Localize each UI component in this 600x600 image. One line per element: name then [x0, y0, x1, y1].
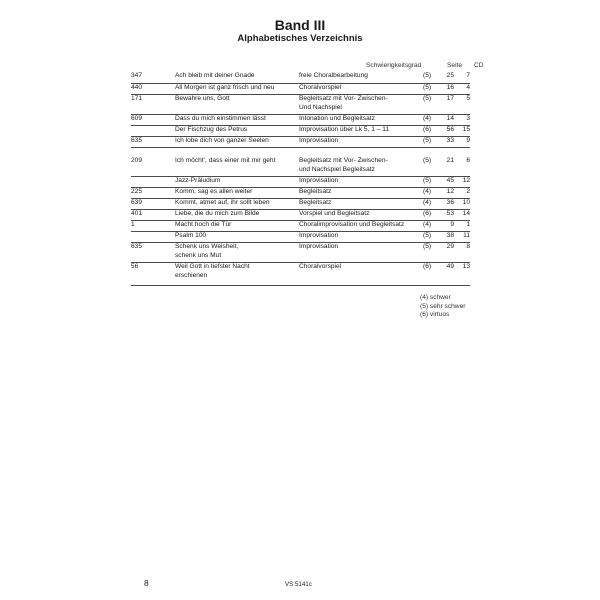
difficulty-legend	[420, 294, 465, 320]
table-row	[131, 95, 470, 115]
row-page: 17	[446, 95, 454, 102]
row-type: Improvisation	[299, 232, 339, 239]
row-title: Bewahre uns, Gott	[175, 95, 230, 102]
row-page: 53	[446, 210, 454, 217]
row-cd-track: 11	[463, 232, 470, 239]
row-type: Intonation und Begleitsatz	[299, 115, 375, 122]
row-number: 209	[131, 157, 143, 164]
index-table	[131, 72, 470, 286]
legend-item: (5) sehr schwer	[420, 302, 466, 310]
row-difficulty: (6)	[423, 263, 432, 270]
row-difficulty: (6)	[423, 126, 432, 133]
row-number: 1	[131, 221, 135, 228]
row-cd-track: 9	[466, 137, 470, 144]
row-number: 171	[131, 95, 143, 102]
row-difficulty: (5)	[423, 137, 432, 144]
row-page: 56	[446, 126, 454, 133]
row-cd-track: 10	[462, 199, 470, 206]
row-cd-track: 12	[462, 177, 470, 184]
row-title: Jazz-Präludium	[175, 177, 221, 184]
row-title: Psalm 100	[175, 232, 207, 239]
row-difficulty: (6)	[423, 210, 432, 217]
row-cd-track: 4	[466, 84, 470, 91]
row-cd-track: 13	[462, 263, 470, 270]
table-row	[131, 148, 470, 177]
row-number: 56	[131, 263, 139, 270]
row-page: 25	[446, 72, 454, 79]
row-title: Ich möcht’, dass einer mit mir geht	[175, 157, 276, 164]
page-title: Band III	[274, 17, 326, 33]
row-title: Kommt, atmet auf, ihr sollt leben	[175, 199, 270, 206]
table-row	[131, 115, 470, 126]
row-cd-track: 7	[466, 72, 470, 79]
table-row	[131, 263, 470, 286]
row-difficulty: (4)	[423, 188, 432, 195]
row-cd-track: 8	[466, 243, 470, 250]
row-title: Macht hoch die Tür	[175, 221, 232, 228]
row-number: 635	[131, 243, 143, 250]
row-number: 635	[131, 137, 143, 144]
page-subtitle: Alphabetisches Verzeichnis	[237, 33, 363, 44]
table-row	[131, 210, 470, 221]
row-cd-track: 15	[462, 126, 470, 133]
row-page: 49	[446, 263, 454, 270]
row-title: Komm, sag es allen weiter	[175, 188, 253, 195]
row-difficulty: (4)	[423, 221, 432, 228]
table-row	[131, 72, 470, 84]
row-page: 14	[446, 115, 454, 122]
row-difficulty: (5)	[423, 243, 432, 250]
row-type: Choralvorspiel	[299, 84, 342, 91]
row-difficulty: (5)	[423, 72, 432, 79]
row-number: 440	[131, 84, 143, 91]
row-type: freie Choralbearbeitung	[299, 72, 368, 79]
row-difficulty: (4)	[423, 115, 432, 122]
row-cd-track: 5	[466, 95, 470, 102]
row-cd-track: 6	[466, 157, 470, 164]
row-title: Dass du mich einstimmen lässt	[175, 115, 266, 122]
row-cd-track: 14	[462, 210, 470, 217]
table-row	[131, 243, 470, 263]
row-page: 9	[450, 221, 454, 228]
row-page: 21	[446, 157, 454, 164]
legend-item: (4) schwer	[420, 294, 451, 301]
row-difficulty: (5)	[423, 95, 432, 102]
row-page: 45	[446, 177, 454, 184]
row-difficulty: (5)	[423, 157, 432, 164]
table-row	[131, 177, 470, 188]
row-page: 38	[446, 232, 454, 239]
row-number: 401	[131, 210, 143, 217]
table-row	[131, 199, 470, 210]
table-row	[131, 84, 470, 95]
row-difficulty: (5)	[423, 232, 432, 239]
edition-number: VS 5141c	[285, 581, 312, 588]
column-header-page: Seite	[447, 62, 463, 69]
row-difficulty: (5)	[423, 177, 432, 184]
row-type: Improvisation	[299, 177, 339, 184]
row-title: Ach bleib mit deiner Gnade	[175, 72, 255, 79]
row-type: Improvisation	[299, 243, 339, 250]
row-type: Improvisation	[299, 137, 339, 144]
row-title: Liebe, die du mich zum Bilde	[175, 210, 260, 217]
table-row	[131, 221, 470, 232]
table-row	[131, 137, 470, 148]
row-difficulty: (5)	[423, 84, 432, 91]
row-difficulty: (4)	[423, 199, 432, 206]
row-number: 225	[131, 188, 143, 195]
row-type: Begleitsatz	[299, 188, 332, 195]
row-type: Vorspiel und Begleitsatz	[299, 210, 370, 217]
row-cd-track: 1	[466, 221, 470, 228]
row-page: 29	[446, 243, 454, 250]
row-type: Choralimprovisation und Begleitsatz	[299, 221, 405, 228]
row-page: 16	[446, 84, 454, 91]
legend-item: (6) virtuos	[420, 311, 450, 319]
row-number: 639	[131, 199, 143, 206]
column-header-difficulty: Schwierigkeitsgrad	[366, 62, 422, 69]
row-title: Der Fischzug des Petrus	[175, 126, 248, 133]
row-number: 347	[131, 72, 143, 79]
row-type: Choralvorspiel	[299, 263, 342, 270]
table-row	[131, 188, 470, 199]
row-number: 609	[131, 115, 143, 122]
row-page: 33	[446, 137, 454, 144]
row-title: All Morgen ist ganz frisch und neu	[175, 84, 275, 91]
table-row	[131, 232, 470, 243]
row-cd-track: 2	[466, 188, 470, 195]
page-number: 8	[144, 578, 149, 588]
row-type: Begleitsatz mit Vor- Zwischen- und Nachspiel Begleitsatz	[299, 157, 388, 173]
row-cd-track: 3	[466, 115, 470, 122]
row-type: Begleitsatz	[299, 199, 332, 206]
column-header-cd: CD	[474, 62, 484, 69]
row-page: 36	[446, 199, 454, 206]
row-title: Schenk uns Weisheit, schenk uns Mut	[175, 243, 239, 259]
row-page: 12	[446, 188, 454, 195]
row-type: Improvisation über Lk 5, 1 – 11	[299, 126, 390, 133]
row-title: Ich lobe dich von ganzer Seelen	[175, 137, 269, 144]
table-row	[131, 126, 470, 137]
row-type: Begleitsatz mit Vor- Zwischen- Und Nachspiel	[299, 95, 388, 111]
row-title: Weil Gott in tiefster Nacht erschienen	[175, 263, 250, 279]
